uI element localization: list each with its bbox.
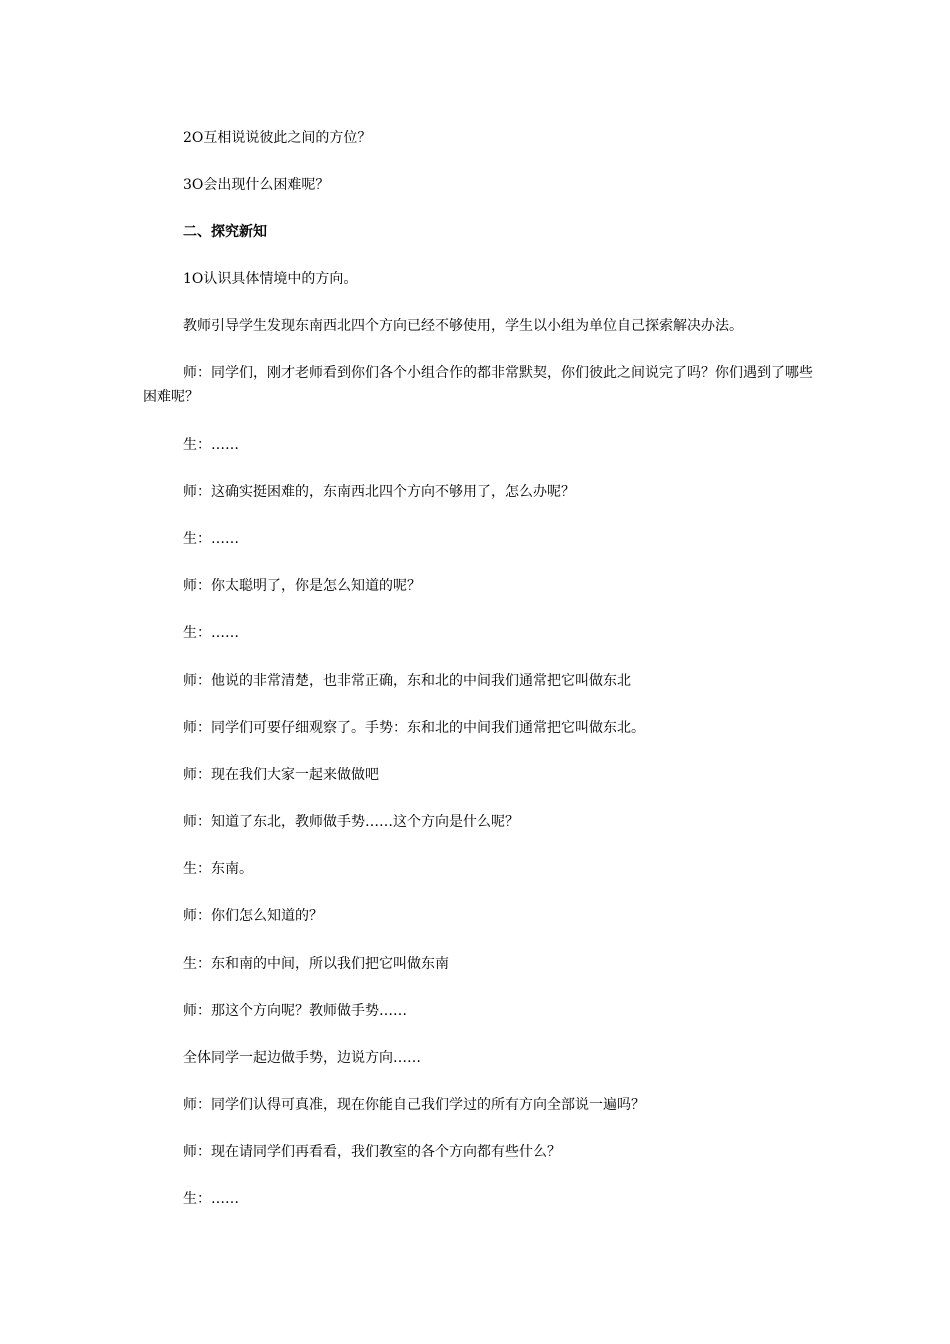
paragraph: 全体同学一起边做手势，边说方向……: [183, 1050, 421, 1066]
paragraph: 师：你太聪明了，你是怎么知道的呢？: [183, 578, 421, 594]
paragraph: 生：……: [183, 437, 239, 453]
paragraph: 师：这确实挺困难的，东南西北四个方向不够用了，怎么办呢？: [183, 484, 575, 500]
paragraph: 生：……: [183, 1191, 239, 1207]
paragraph: 生：……: [183, 625, 239, 641]
paragraph: 教师引导学生发现东南西北四个方向已经不够使用，学生以小组为单位自己探索解决办法。: [183, 318, 743, 334]
paragraph: 2O互相说说彼此之间的方位？: [183, 130, 372, 146]
paragraph: 师：那这个方向呢？教师做手势……: [183, 1003, 407, 1019]
paragraph: 生：……: [183, 531, 239, 547]
paragraph: 师：同学们可要仔细观察了。手势：东和北的中间我们通常把它叫做东北。: [183, 720, 645, 736]
paragraph: 生：东和南的中间，所以我们把它叫做东南: [183, 956, 449, 972]
paragraph: 师：同学们认得可真准，现在你能自己我们学过的所有方向全部说一遍吗？: [183, 1097, 645, 1113]
paragraph: 师：同学们，刚才老师看到你们各个小组合作的都非常默契，你们彼此之间说完了吗？你们遇到了哪些困难呢？: [143, 365, 813, 405]
paragraph: 生：东南。: [183, 861, 253, 877]
paragraph: 3O会出现什么困难呢？: [183, 177, 330, 193]
paragraph: 师：知道了东北，教师做手势……这个方向是什么呢？: [183, 814, 519, 830]
paragraph: 师：他说的非常清楚，也非常正确，东和北的中间我们通常把它叫做东北: [183, 673, 631, 689]
paragraph: 师：现在请同学们再看看，我们教室的各个方向都有些什么？: [183, 1144, 561, 1160]
paragraph: 师：你们怎么知道的？: [183, 908, 323, 924]
section-heading: 二、探究新知: [183, 224, 267, 240]
paragraph: 师：现在我们大家一起来做做吧: [183, 767, 379, 783]
paragraph: 1O认识具体情境中的方向。: [183, 271, 358, 287]
